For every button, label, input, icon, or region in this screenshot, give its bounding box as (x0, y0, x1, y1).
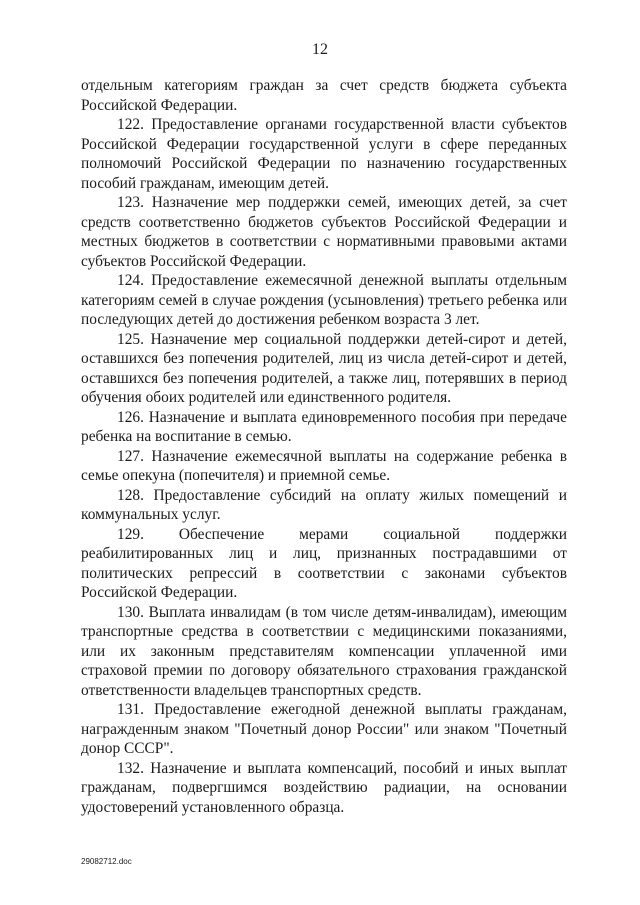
list-item-126: 126. Назначение и выплата единовременного пособия при передаче ребенка на воспитание в семью. (81, 408, 567, 445)
list-item-132: 132. Назначение и выплата компенсаций, пособий и иных выплат гражданам, подвергшимся воздействию радиации, на основании удостоверений установленного образца. (81, 759, 567, 816)
list-item-131: 131. Предоставление ежегодной денежной выплаты гражданам, награжденным знаком "Почетный донор России" или знаком "Почетный донор СССР". (81, 701, 567, 757)
list-item-123: 123. Назначение мер поддержки семей, имеющих детей, за счет средств соответственно бюджетов субъектов Российской Федерации и местных бюджетов в соответствии с нормативными правовыми актами субъектов Российской Федерации. (81, 194, 567, 270)
list-item-124: 124. Предоставление ежемесячной денежной выплаты отдельным категориям семей в случае рождения (усыновления) третьего ребенка или последующих детей до достижения ребенком возраста 3 лет. (81, 272, 567, 328)
footer-filename: 29082712.doc (81, 857, 132, 866)
list-item-128: 128. Предоставление субсидий на оплату жилых помещений и коммунальных услуг. (81, 486, 567, 523)
list-item-122: 122. Предоставление органами государственной власти субъектов Российской Федерации государственной услуги в сфере переданных полномочий Российской Федерации по назначению государственных пособий гражданам, имеющим детей. (81, 116, 567, 192)
page-number: 12 (312, 41, 328, 58)
document-body (81, 76, 567, 817)
paragraph-continuation: отдельным категориям граждан за счет средств бюджета субъекта Российской Федерации. (81, 77, 567, 114)
list-item-130: 130. Выплата инвалидам (в том числе детям-инвалидам), имеющим транспортные средства в соответствии с медицинскими показаниями, или их законным представителям компенсации уплаченной ими страховой премии по договору обязательного страхования гражданской ответственности владельцев транспортных средств. (81, 603, 567, 699)
list-item-125: 125. Назначение мер социальной поддержки детей-сирот и детей, оставшихся без попечения родителей, лиц из числа детей-сирот и детей, оставшихся без попечения родителей, а также лиц, потерявших в период обучения обоих родителей или единственного родителя. (81, 330, 567, 406)
list-item-129: 129. Обеспечение мерами социальной поддержки реабилитированных лиц и лиц, признанных пострадавшими от политических репрессий в соответствии с законами субъектов Российской Федерации. (81, 525, 567, 601)
list-item-127: 127. Назначение ежемесячной выплаты на содержание ребенка в семье опекуна (попечителя) и приемной семье. (81, 447, 567, 484)
